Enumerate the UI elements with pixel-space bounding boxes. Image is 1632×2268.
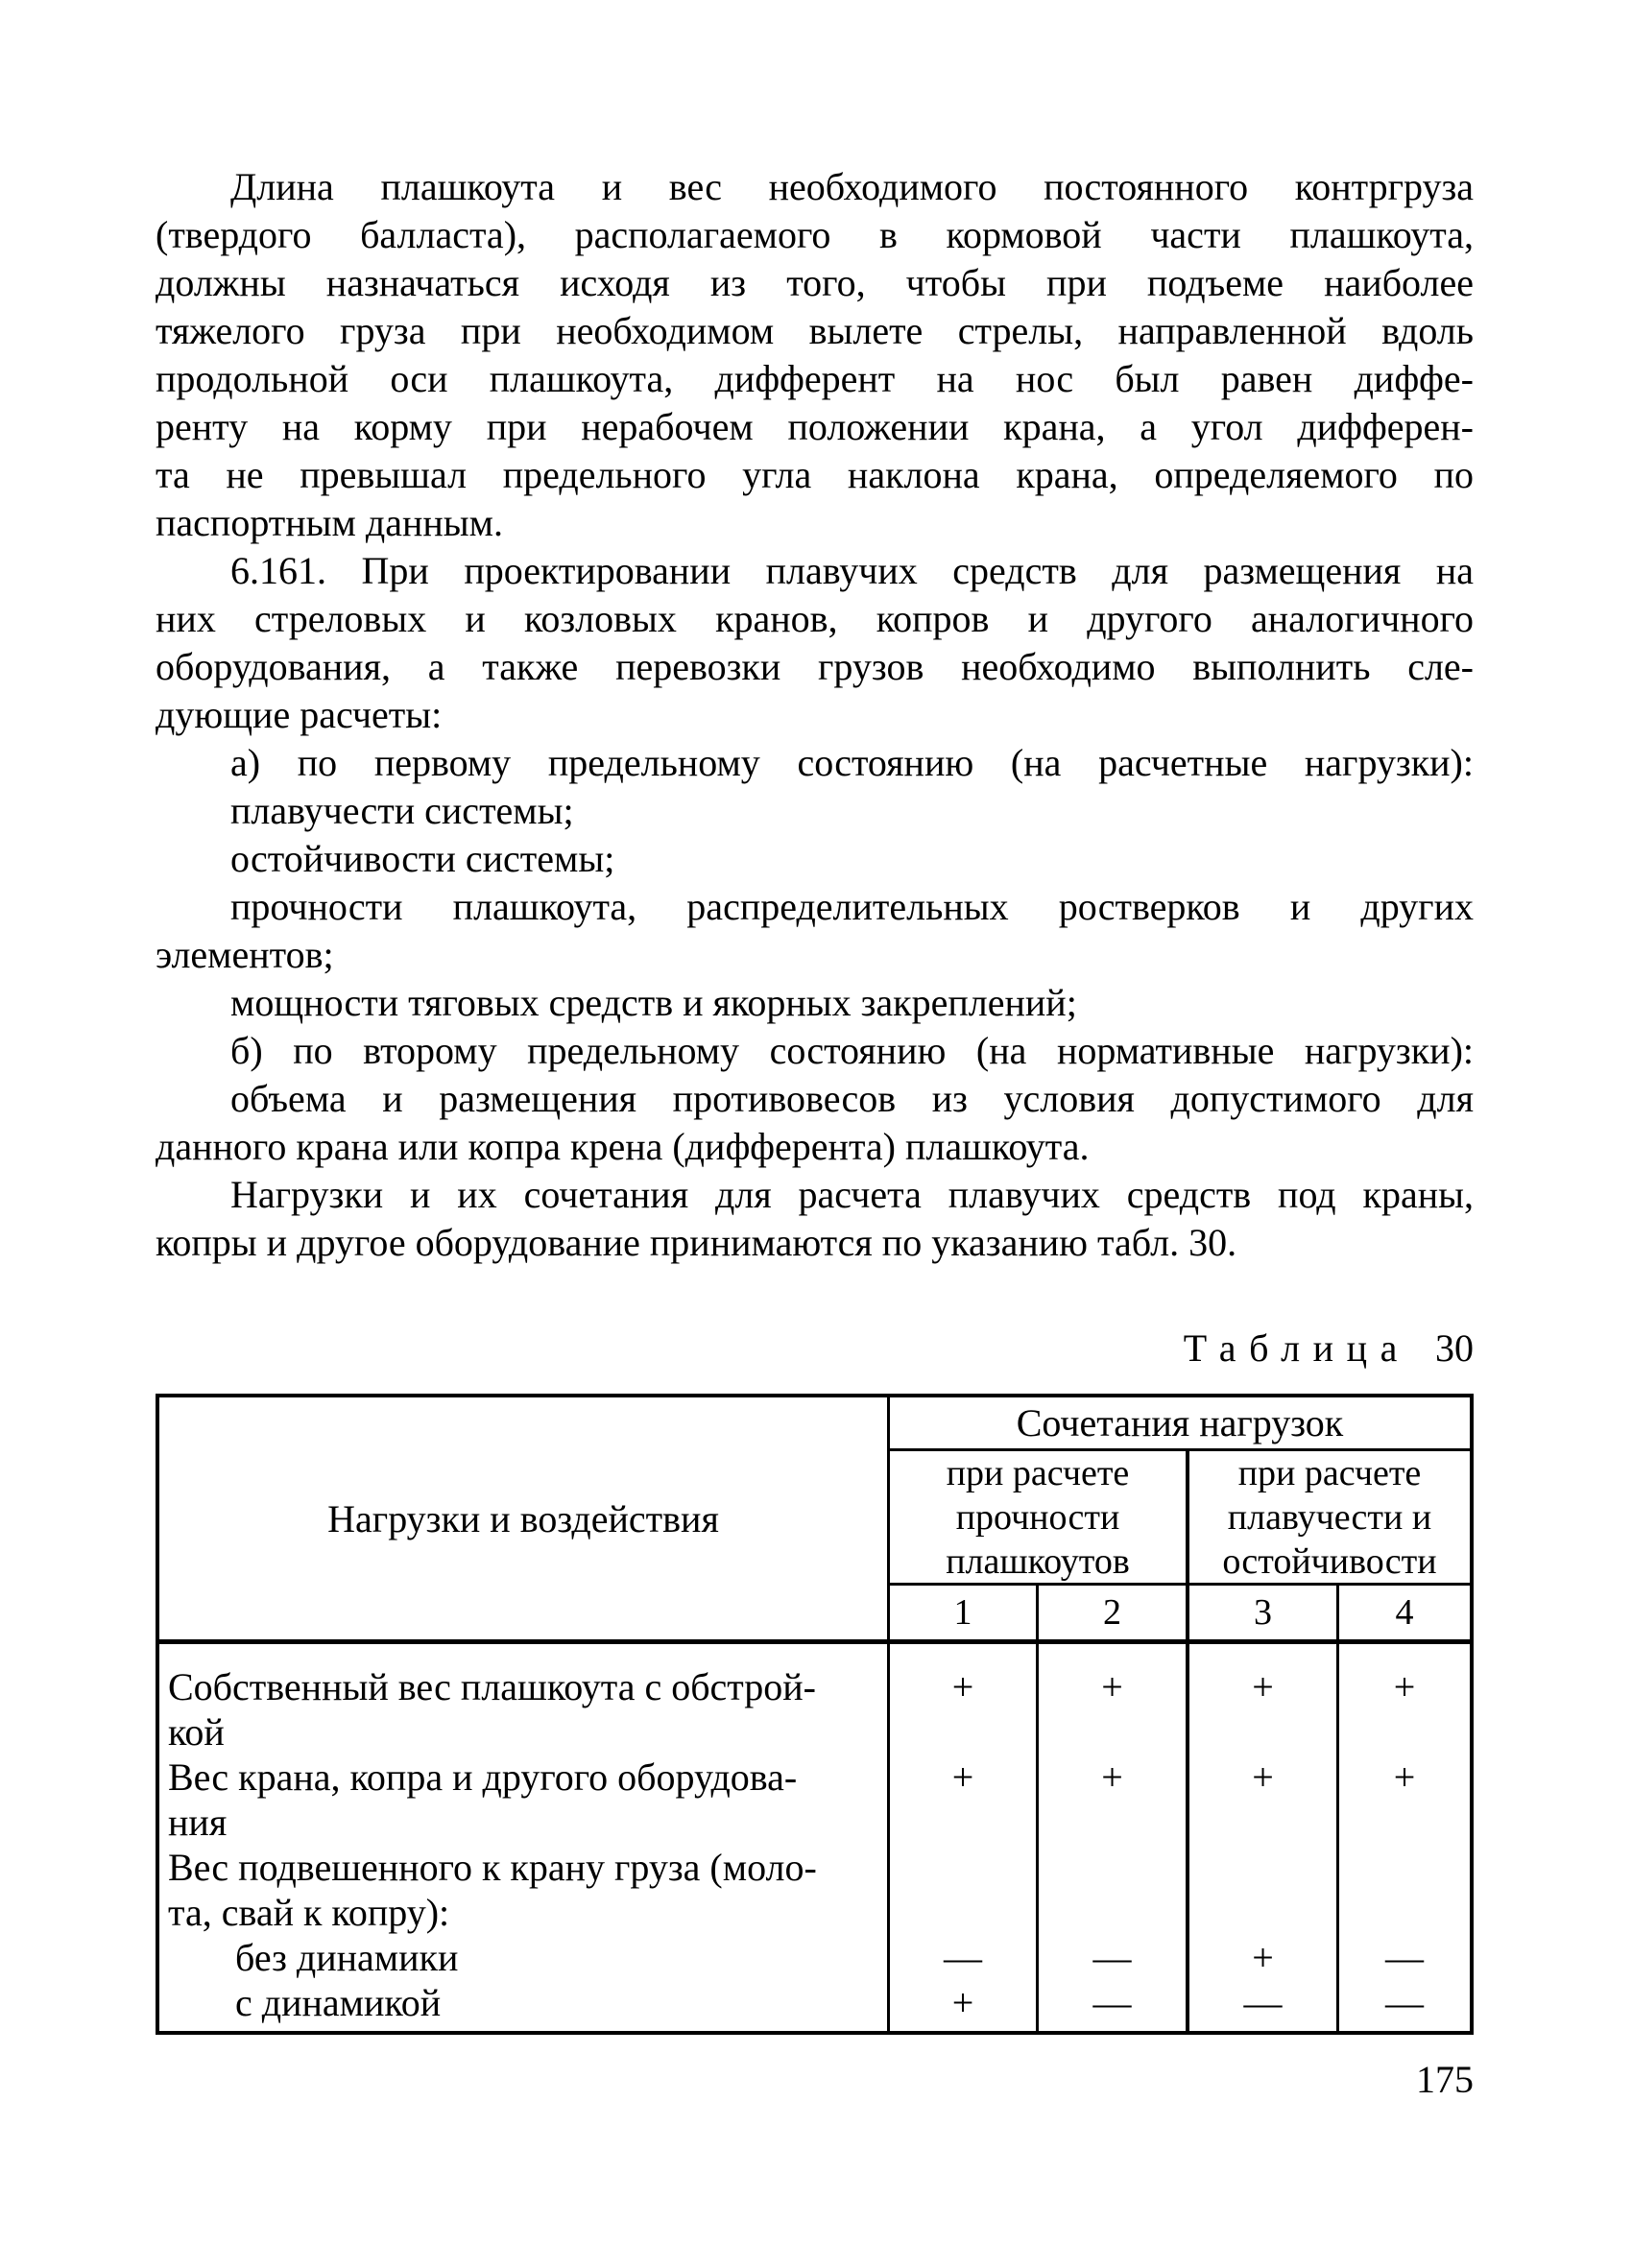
- table-cell-value: [1039, 1709, 1186, 1755]
- table-combo-number: 3: [1186, 1586, 1336, 1639]
- table-cell-value: +: [951, 1755, 974, 1799]
- text-line: та не превышал предельного угла наклона крана, определяемого по: [156, 453, 1474, 496]
- text-line: должны назначаться исходя из того, чтобы при подъеме наиболее: [156, 261, 1474, 304]
- table-cell-value: [890, 1709, 1036, 1755]
- loads-table: [156, 1394, 1474, 2035]
- text-line: Нагрузки и их сочетания для расчета плавучих средств под краны,: [230, 1173, 1474, 1216]
- table-cell-value: +: [1252, 1936, 1274, 1979]
- text-line: объема и размещения противовесов из условия допустимого для: [230, 1077, 1474, 1120]
- table-row-label: та, свай к копру):: [168, 1891, 450, 1934]
- table-value-col-1: [890, 1639, 1036, 2031]
- table-value-col-2: [1036, 1639, 1186, 2031]
- text-line: паспортным данным.: [156, 501, 503, 544]
- table-header-group-strength: при расчете прочности плашкоутов: [890, 1451, 1186, 1586]
- table-row-label: без динамики: [235, 1936, 459, 1979]
- table-combo-number: 1: [953, 1592, 972, 1633]
- table-cell-value: +: [951, 1665, 974, 1708]
- table-cell-value: [1039, 1800, 1186, 1845]
- text-line: Длина плашкоута и вес необходимого постоянного контргруза: [230, 165, 1474, 208]
- table-caption-word: Таблица: [1183, 1326, 1410, 1370]
- table-row-label: Вес крана, копра и другого оборудова-: [168, 1755, 798, 1799]
- table-cell-value: +: [1252, 1755, 1274, 1799]
- page-number: 175: [1416, 2058, 1474, 2101]
- table-header-loads: Нагрузки и воздействия: [159, 1397, 890, 1639]
- table-body-labels: [159, 1639, 890, 2031]
- table-cell-value: [890, 1800, 1036, 1845]
- text-line: данного крана или копра крена (дифферента) плашкоута.: [156, 1125, 1090, 1168]
- text-line: тяжелого груза при необходимом вылете стрелы, направленной вдоль: [156, 309, 1474, 352]
- table-header-combinations: Сочетания нагрузок: [890, 1397, 1470, 1451]
- text-line: дующие расчеты:: [156, 693, 443, 736]
- table-row-label: Вес подвешенного к крану груза (моло-: [168, 1846, 817, 1889]
- text-line: прочности плашкоута, распределительных ростверков и других: [230, 885, 1474, 928]
- text-line: б) по второму предельному состоянию (на нормативные нагрузки):: [230, 1029, 1474, 1072]
- text-line: остойчивости системы;: [230, 837, 615, 880]
- table-cell-value: —: [1243, 1981, 1283, 2024]
- text-line: оборудования, а также перевозки грузов необходимо выполнить сле-: [156, 645, 1474, 688]
- table-cell-value: [1039, 1890, 1186, 1935]
- text-line: них стреловых и козловых кранов, копров и другого аналогичного: [156, 597, 1474, 640]
- text-line: плавучести системы;: [230, 789, 574, 832]
- text-block: [156, 163, 1474, 1267]
- table-row-label: кой: [168, 1710, 225, 1754]
- table-cell-value: [1189, 1845, 1336, 1890]
- table-header-group-buoyancy: при расчете плавучести и остойчивости: [1186, 1451, 1470, 1586]
- table-cell-value: —: [1385, 1936, 1424, 1979]
- table-cell-value: +: [1393, 1665, 1416, 1708]
- table-caption: [156, 1325, 1474, 1373]
- table-caption-number: 30: [1435, 1326, 1474, 1370]
- table-cell-value: [1189, 1800, 1336, 1845]
- table-cell-value: —: [944, 1936, 982, 1979]
- table-cell-value: —: [1385, 1981, 1424, 2024]
- table-cell-value: [1339, 1890, 1470, 1935]
- text-line: копры и другое оборудование принимаются по указанию табл. 30.: [156, 1221, 1237, 1264]
- table-cell-value: [890, 1890, 1036, 1935]
- table-cell-value: +: [1393, 1755, 1416, 1799]
- table-cell-value: [1339, 1800, 1470, 1845]
- table-row-label: с динамикой: [235, 1981, 442, 2024]
- text-line: продольной оси плашкоута, дифферент на нос был равен диффе-: [156, 357, 1474, 400]
- text-line: элементов;: [156, 933, 334, 976]
- table-cell-value: [890, 1845, 1036, 1890]
- text-line: ренту на корму при нерабочем положении крана, а угол дифферен-: [156, 405, 1474, 448]
- table-cell-value: +: [1252, 1665, 1274, 1708]
- table-cell-value: [1039, 1845, 1186, 1890]
- table-combo-number: 2: [1036, 1586, 1186, 1639]
- text-line: 6.161. При проектировании плавучих средств для размещения на: [230, 549, 1474, 592]
- table-row-label: ния: [168, 1801, 228, 1844]
- table-cell-value: —: [1092, 1936, 1132, 1979]
- table-cell-value: [1339, 1709, 1470, 1755]
- table-combo-number: 4: [1336, 1586, 1470, 1639]
- table-cell-value: +: [1101, 1665, 1123, 1708]
- table-cell-value: +: [1101, 1755, 1123, 1799]
- table-value-col-3: [1186, 1639, 1336, 2031]
- table-value-col-4: [1336, 1639, 1470, 2031]
- text-line: а) по первому предельному состоянию (на расчетные нагрузки):: [230, 741, 1474, 784]
- table-cell-value: [1189, 1890, 1336, 1935]
- table-cell-value: [1339, 1845, 1470, 1890]
- text-line: (твердого балласта), располагаемого в кормовой части плашкоута,: [156, 213, 1474, 256]
- table-row-label: Собственный вес плашкоута с обстрой-: [168, 1665, 816, 1708]
- table-cell-value: [1189, 1709, 1336, 1755]
- text-line: мощности тяговых средств и якорных закреплений;: [230, 981, 1077, 1024]
- table-cell-value: —: [1092, 1981, 1132, 2024]
- table-cell-value: +: [951, 1981, 974, 2024]
